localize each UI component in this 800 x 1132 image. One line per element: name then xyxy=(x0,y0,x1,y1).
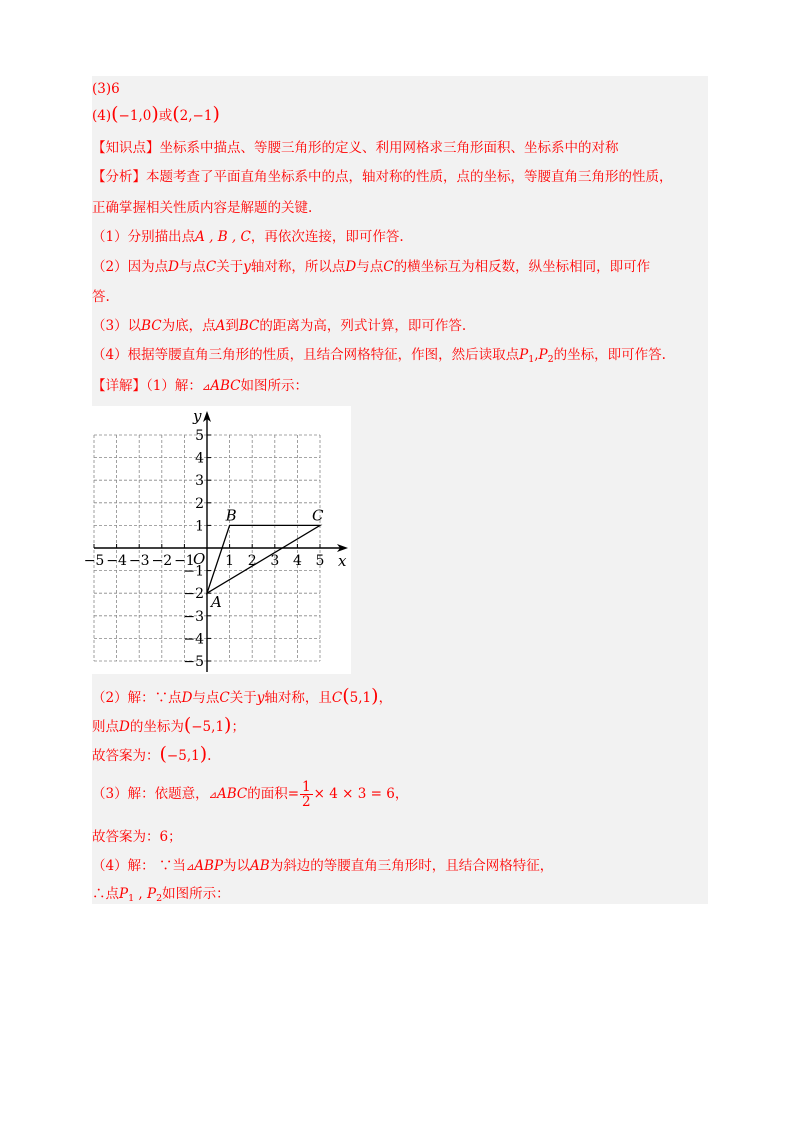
solution-2-line-2: 则点D的坐标为(−5,1)； xyxy=(92,714,245,736)
step-2-text-c: 关于 xyxy=(216,259,244,275)
solution-2-line-1: （2）解：∵点D与点C关于y轴对称，且C(5,1)， xyxy=(92,685,393,707)
fraction-numerator: 1 xyxy=(302,779,311,795)
step-3-text-b: 为底，点 xyxy=(161,318,216,334)
point-d-coords: −5,1 xyxy=(191,719,225,735)
var-ab: AB xyxy=(250,858,270,874)
var-abp: ABP xyxy=(194,858,224,874)
step-1-text-a: （1）分别描出点 xyxy=(92,229,196,245)
var-d: D xyxy=(119,719,130,735)
sol4-text-c: 为斜边的等腰直角三角形时，且结合网格特征， xyxy=(269,858,554,874)
x-tick-label: −4 xyxy=(106,553,127,569)
x-tick-label: 5 xyxy=(315,553,325,569)
step-2-text-b: 与点 xyxy=(178,259,206,275)
step-2-text-f: 的横坐标互为相反数，纵坐标相同，即可作 xyxy=(393,259,651,275)
point-label-c: C xyxy=(312,506,324,525)
sol2-text-a: （2）解：∵点 xyxy=(92,690,182,706)
answer-4-or: 或 xyxy=(158,108,173,124)
triangle-symbol: ⊿ xyxy=(208,790,217,801)
y-tick-label: 4 xyxy=(195,450,204,467)
analysis-line-1: 【分析】本题考查了平面直角坐标系中的点，轴对称的性质，点的坐标，等腰直角三角形的性质， xyxy=(92,169,673,185)
x-axis-label: x xyxy=(338,552,347,570)
y-tick-label: −4 xyxy=(183,631,204,648)
point-c-coords: 5,1 xyxy=(349,690,372,706)
sol2b-text-b: 的坐标为 xyxy=(129,719,184,735)
answer-label: 故答案为： xyxy=(92,748,160,764)
triangle-symbol: ⊿ xyxy=(185,862,195,873)
step-2-text-e: 与点 xyxy=(356,259,384,275)
var-c: C xyxy=(205,259,217,275)
point-label-b: B xyxy=(225,506,237,525)
x-tick-label: −2 xyxy=(151,553,173,569)
y-tick-label: −5 xyxy=(183,654,204,670)
step-1 xyxy=(92,228,404,246)
solution-3 xyxy=(92,776,408,814)
var-c: C xyxy=(383,259,394,275)
answer-4: (4)(−1,0)或(2,−1) xyxy=(92,103,220,125)
subscript: 2 xyxy=(156,893,163,904)
step-4 xyxy=(92,346,666,369)
sol4b-text-b: 如图所示： xyxy=(162,886,230,902)
var-bc: BC xyxy=(238,318,260,334)
var-c: C xyxy=(219,690,230,706)
x-tick-label: −5 xyxy=(83,553,105,569)
solution-4-line-1 xyxy=(92,857,553,877)
sol4b-text-a: ∴点 xyxy=(92,886,119,902)
y-tick-label: −3 xyxy=(183,608,204,625)
var-p: P xyxy=(538,347,548,363)
y-tick-label: 2 xyxy=(195,495,204,512)
y-tick-label: −1 xyxy=(183,563,204,580)
var-d: D xyxy=(168,259,179,275)
var-y: y xyxy=(256,690,265,706)
var-abc: ABC xyxy=(210,378,241,394)
var-p: P xyxy=(119,886,129,902)
var-c: C xyxy=(331,690,343,706)
knowledge-points: 【知识点】坐标系中描点、等腰三角形的定义、利用网格求三角形面积、坐标系中的对称 xyxy=(92,140,619,156)
step-2-cont: 答. xyxy=(92,289,110,305)
answer-4-point1: −1,0 xyxy=(118,108,152,124)
subscript: 2 xyxy=(547,354,554,365)
y-tick-label: −2 xyxy=(183,586,204,603)
coordinate-figure xyxy=(83,406,351,674)
var-p: P xyxy=(519,347,529,363)
step-1-text-b: ，再依次连接，即可作答. xyxy=(250,229,404,245)
sol3-text-a: （3）解：依题意， xyxy=(92,786,209,802)
step-2-text-a: （2）因为点 xyxy=(92,259,169,275)
analysis-line-2: 正确掌握相关性质内容是解题的关键. xyxy=(92,200,313,216)
sol4-text-a: （4）解： ∵当 xyxy=(92,858,186,874)
answer-4-prefix: (4) xyxy=(92,108,112,124)
var-d: D xyxy=(345,259,357,275)
var-d: D xyxy=(181,690,193,706)
detail-text-b: 如图所示： xyxy=(240,378,308,394)
step-4-text-a: （4）根据等腰直角三角形的性质，且结合网格特征，作图，然后读取点 xyxy=(92,347,520,363)
x-tick-label: −3 xyxy=(128,553,150,569)
step-1-points: A , B , C xyxy=(195,229,251,245)
step-3-text-a: （3）以 xyxy=(92,318,142,334)
sol2-text-b: 与点 xyxy=(192,690,220,706)
y-tick-label: 1 xyxy=(195,518,204,535)
var-a: A xyxy=(215,318,226,334)
answer-3: (3)6 xyxy=(92,81,120,97)
period: . xyxy=(207,748,212,764)
coordinate-plane xyxy=(83,406,351,674)
detail-heading xyxy=(92,377,308,397)
sol3-expression: × 4 × 3 = 6 xyxy=(313,786,395,802)
y-tick-label: 5 xyxy=(195,428,204,444)
step-2 xyxy=(92,258,650,276)
var-p: P xyxy=(147,886,157,902)
detail-text-a: 【详解】（1）解： xyxy=(92,378,202,394)
step-3-text-d: 的距离为高，列式计算，即可作答. xyxy=(259,318,467,334)
solution-3-answer: 故答案为：6； xyxy=(92,829,182,845)
step-2-text-d: 轴对称，所以点 xyxy=(250,259,346,275)
sol2b-text-a: 则点 xyxy=(92,719,119,735)
x-tick-label: 2 xyxy=(247,553,257,569)
sol2-text-c: 关于 xyxy=(229,690,257,706)
var-bc: BC xyxy=(141,318,162,334)
step-3 xyxy=(92,317,466,335)
subscript: 1 xyxy=(128,893,135,904)
fraction-denominator: 2 xyxy=(302,794,311,810)
var-y: y xyxy=(243,259,251,275)
x-tick-label: 1 xyxy=(225,553,235,569)
origin-label: O xyxy=(193,550,206,568)
answer-coords: −5,1 xyxy=(166,748,200,764)
sol4-text-b: 为以 xyxy=(223,858,251,874)
sol2-text-d: 轴对称，且 xyxy=(264,690,332,706)
y-tick-label: 3 xyxy=(195,473,204,490)
x-tick-label: 4 xyxy=(292,553,302,569)
step-3-text-c: 到 xyxy=(225,318,239,334)
comma: , xyxy=(134,886,148,902)
solution-2-answer: 故答案为：(−5,1). xyxy=(92,743,212,765)
sol2b-text-c: ； xyxy=(231,719,245,735)
step-4-text-b: 的坐标，即可作答. xyxy=(553,347,666,363)
sol3-text-b: 的面积= xyxy=(247,786,300,802)
triangle-symbol: ⊿ xyxy=(201,382,211,393)
answer-4-point2: 2,−1 xyxy=(179,108,213,124)
point-label-a: A xyxy=(211,593,222,612)
sol2-text-e: ， xyxy=(378,690,393,706)
comma: , xyxy=(534,347,539,363)
triangle-abc xyxy=(207,525,320,593)
subscript: 1 xyxy=(528,354,535,365)
sol3-text-d: ， xyxy=(394,786,409,802)
fraction-one-half xyxy=(300,780,313,809)
var-abc: ABC xyxy=(216,786,248,802)
x-tick-label: 3 xyxy=(270,553,280,569)
x-tick-label: −1 xyxy=(174,553,195,569)
solution-4-line-2 xyxy=(92,885,230,908)
y-axis-label: y xyxy=(193,407,202,425)
